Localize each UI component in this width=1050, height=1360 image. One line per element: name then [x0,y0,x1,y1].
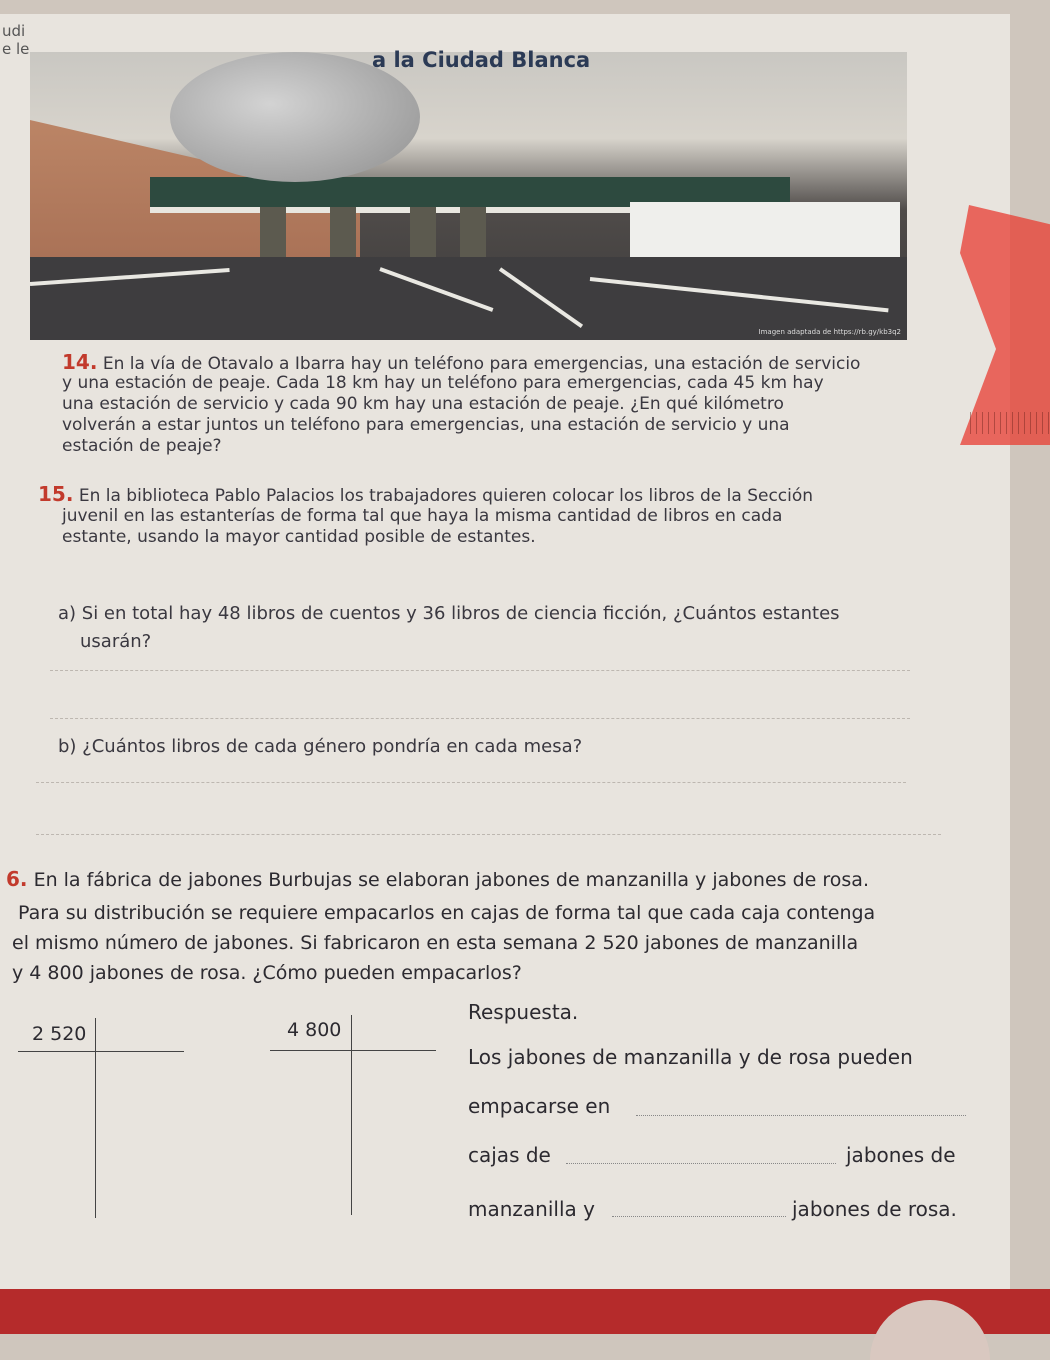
answer-line-1: Los jabones de manzanilla y de rosa pueden [468,1045,913,1069]
corner-text [2,22,29,58]
problem-16-body [12,898,876,988]
blank-rose-soaps[interactable] [612,1216,786,1217]
problem-14-line: En la vía de Otavalo a Ibarra hay un teléfono para emergencias, una estación de servicio [102,354,861,374]
problem-14-line: y una estación de peaje. Cada 18 km hay un teléfono para emergencias, cada 45 km hay [62,373,824,393]
problem-14-line: volverán a estar juntos un teléfono para emergencias, una estación de servicio y una [62,415,790,435]
toll-station-photo [30,52,907,340]
problem-16-number: 6. [6,867,28,891]
blank-boxes[interactable] [636,1115,966,1116]
answer-title: Respuesta. [468,1000,579,1024]
problem-14-body [62,373,824,457]
problem-14 [62,352,860,375]
division-bar [18,1051,184,1052]
answer-line[interactable] [36,782,906,783]
problem-16-line: el mismo número de jabones. Si fabricaron en esta semana 2 520 jabones de manzanilla [12,932,859,954]
answer-line-4-start: manzanilla y [468,1197,595,1221]
problem-15-line: juvenil en las estanterías de forma tal que haya la misma cantidad de libros en cada [62,506,783,526]
photo-toll-booth [330,207,356,262]
answer-line-4-end: jabones de rosa. [792,1197,957,1221]
part-a-line: usarán? [80,631,152,652]
problem-16-line: Para su distribución se requiere empacarlos en cajas de forma tal que cada caja contenga [18,902,876,924]
problem-15-line: estante, usando la mayor cantidad posible de estantes. [62,527,536,547]
photo-title: a la Ciudad Blanca [372,48,591,72]
problem-15-line: En la biblioteca Pablo Palacios los trabajadores quieren colocar los libros de la Sección [78,486,814,506]
answer-line[interactable] [50,718,910,719]
photo-toll-booth [460,207,486,262]
part-a-line: a) Si en total hay 48 libros de cuentos y 36 libros de ciencia ficción, ¿Cuántos estantes [58,603,840,624]
answer-line-3-start: cajas de [468,1143,551,1167]
blank-soaps-per-box[interactable] [566,1163,836,1164]
answer-line[interactable] [50,670,910,671]
problem-15-part-b [58,736,582,757]
problem-16 [6,868,869,892]
answer-line-2: empacarse en [468,1094,611,1118]
photo-toll-booth [410,207,436,262]
division-bar [270,1050,436,1051]
division-divider [95,1018,96,1218]
problem-15-number: 15. [38,482,74,506]
division-dividend-4800: 4 800 [287,1019,342,1041]
problem-16-line: y 4 800 jabones de rosa. ¿Cómo pueden empacarlos? [12,962,522,984]
problem-14-line: una estación de servicio y cada 90 km hay una estación de peaje. ¿En qué kilómetro [62,394,784,414]
problem-14-number: 14. [62,350,98,374]
part-b-line: b) ¿Cuántos libros de cada género pondría en cada mesa? [58,736,583,757]
problem-15-part-a [58,600,840,656]
corner-text-line: e le [2,40,30,58]
ruler-ticks [970,412,1050,434]
problem-16-line: En la fábrica de jabones Burbujas se elaboran jabones de manzanilla y jabones de rosa. [33,869,869,891]
division-dividend-2520: 2 520 [32,1023,87,1045]
corner-text-line: udi [2,22,26,40]
problem-14-line: estación de peaje? [62,436,222,456]
division-divider [351,1015,352,1215]
photo-credit: Imagen adaptada de https://rb.gy/kb3q2 [758,328,901,336]
answer-line[interactable] [36,834,941,835]
problem-15 [38,484,813,507]
answer-line-3-end: jabones de [846,1143,956,1167]
problem-15-body [62,506,782,548]
photo-toll-booth [260,207,286,262]
